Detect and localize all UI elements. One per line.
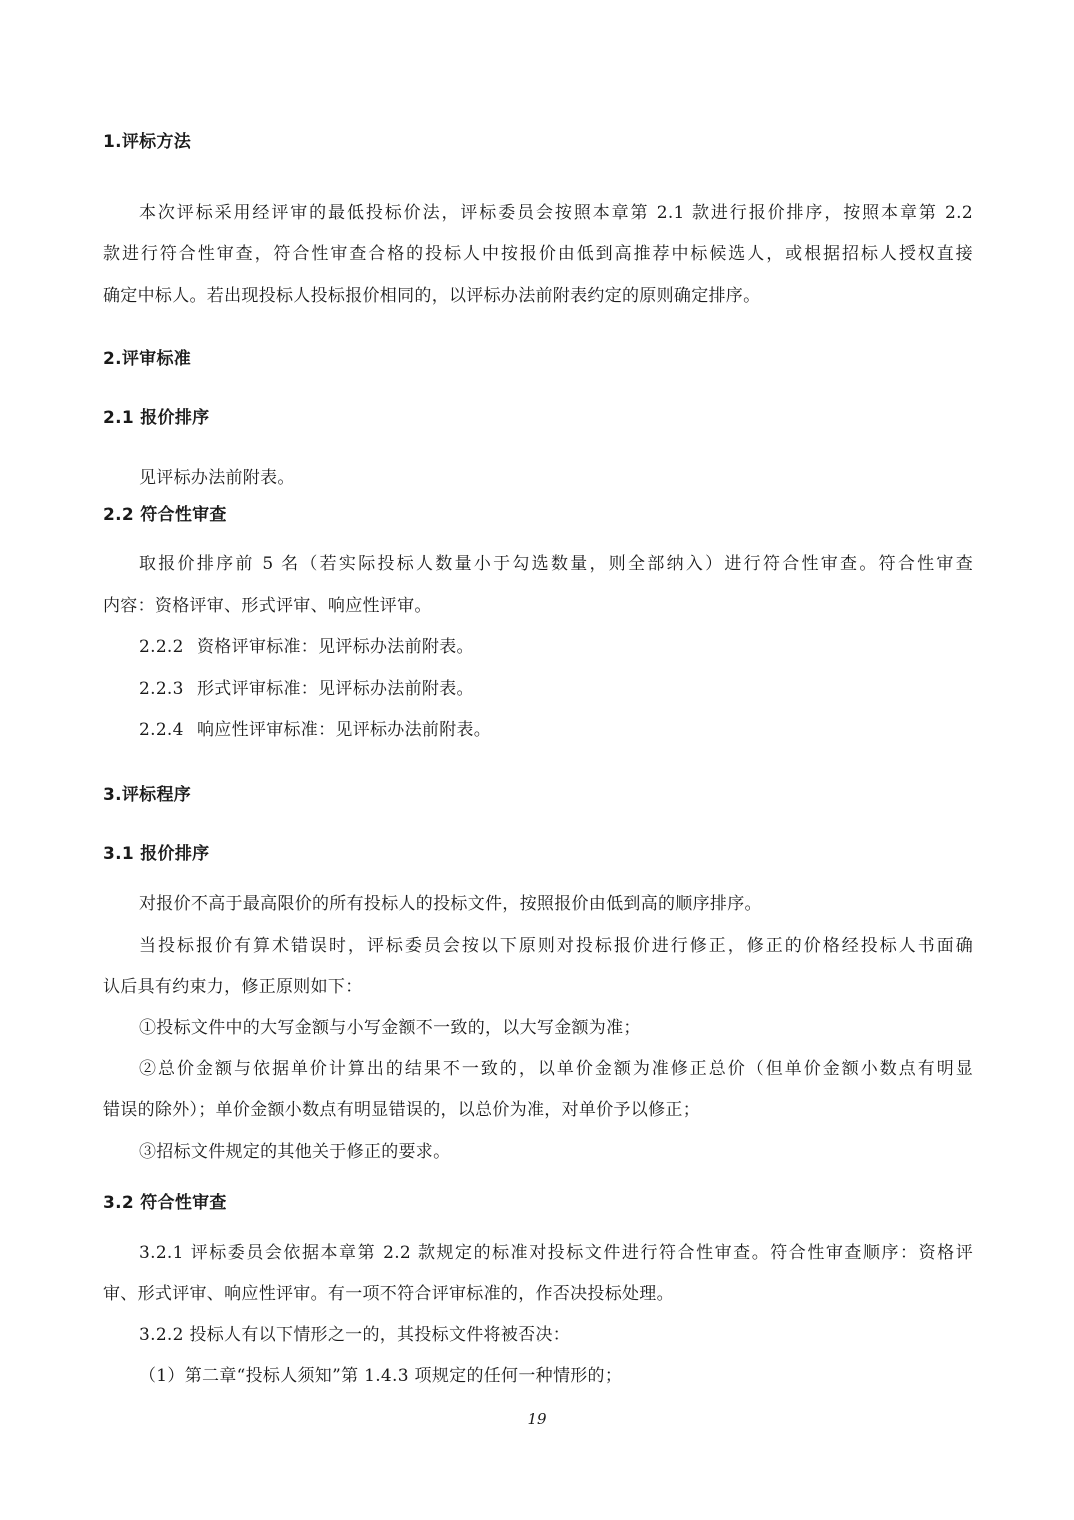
section-2-2-heading: 2.2 符合性审查 (103, 505, 227, 525)
section-3-1-heading: 3.1 报价排序 (103, 844, 210, 864)
section-2-heading: 2.评审标准 (103, 349, 192, 369)
section-2-1-text: 见评标办法前附表。 (139, 468, 295, 488)
sub-item-text: 响应性评审标准：见评标办法前附表。 (197, 720, 492, 740)
section-2-2-paragraph-line-1: 取报价排序前 5 名（若实际投标人数量小于勾选数量，则全部纳入）进行符合性审查。符合性审查 (139, 554, 973, 574)
sub-item-2-2-4 (139, 718, 491, 742)
correction-rule-2-line-2: 错误的除外）；单价金额小数点有明显错误的，以总价为准，对单价予以修正； (103, 1100, 700, 1120)
section-3-1-paragraph-1: 对报价不高于最高限价的所有投标人的投标文件，按照报价由低到高的顺序排序。 (139, 894, 762, 914)
section-3-2-paragraph-1-line-1: 3.2.1 评标委员会依据本章第 2.2 款规定的标准对投标文件进行符合性审查。符合性审查顺序：资格评 (139, 1243, 973, 1263)
section-1-paragraph-line-2: 款进行符合性审查，符合性审查合格的投标人中按报价由低到高推荐中标候选人，或根据招标人授权直接 (103, 244, 973, 264)
section-3-heading: 3.评标程序 (103, 785, 192, 805)
correction-rule-2-line-1: ②总价金额与依据单价计算出的结果不一致的，以单价金额为准修正总价（但单价金额小数点有明显 (139, 1059, 973, 1079)
sub-item-number: 2.2.2 (139, 637, 184, 657)
correction-rule-3: ③招标文件规定的其他关于修正的要求。 (139, 1142, 451, 1162)
section-1-paragraph-line-1: 本次评标采用经评审的最低投标价法，评标委员会按照本章第 2.1 款进行报价排序，按照本章第 2.2 (139, 203, 973, 223)
section-3-1-paragraph-2-line-2: 认后具有约束力，修正原则如下： (103, 977, 363, 997)
sub-item-2-2-2 (139, 635, 474, 659)
sub-item-number: 2.2.4 (139, 720, 184, 740)
correction-rule-1: ①投标文件中的大写金额与小写金额不一致的，以大写金额为准； (139, 1018, 641, 1038)
section-3-2-paragraph-2: 3.2.2 投标人有以下情形之一的，其投标文件将被否决： (139, 1325, 571, 1345)
section-2-1-heading: 2.1 报价排序 (103, 408, 210, 428)
section-3-2-paragraph-1-line-2: 审、形式评审、响应性评审。有一项不符合评审标准的，作否决投标处理。 (103, 1284, 674, 1304)
section-1-paragraph-line-3: 确定中标人。若出现投标人投标报价相同的，以评标办法前附表约定的原则确定排序。 (103, 286, 761, 306)
section-3-1-paragraph-2-line-1: 当投标报价有算术错误时，评标委员会按以下原则对投标报价进行修正，修正的价格经投标人书面确 (139, 936, 973, 956)
section-2-2-paragraph-line-2: 内容：资格评审、形式评审、响应性评审。 (103, 596, 432, 616)
sub-item-text: 形式评审标准：见评标办法前附表。 (197, 679, 474, 699)
section-3-2-paragraph-3: （1）第二章“投标人须知”第 1.4.3 项规定的任何一种情形的； (139, 1366, 623, 1386)
section-3-2-heading: 3.2 符合性审查 (103, 1193, 227, 1213)
sub-item-text: 资格评审标准：见评标办法前附表。 (197, 637, 474, 657)
page-number: 19 (527, 1410, 547, 1428)
sub-item-2-2-3 (139, 677, 474, 701)
sub-item-number: 2.2.3 (139, 679, 184, 699)
section-1-heading: 1.评标方法 (103, 132, 192, 152)
